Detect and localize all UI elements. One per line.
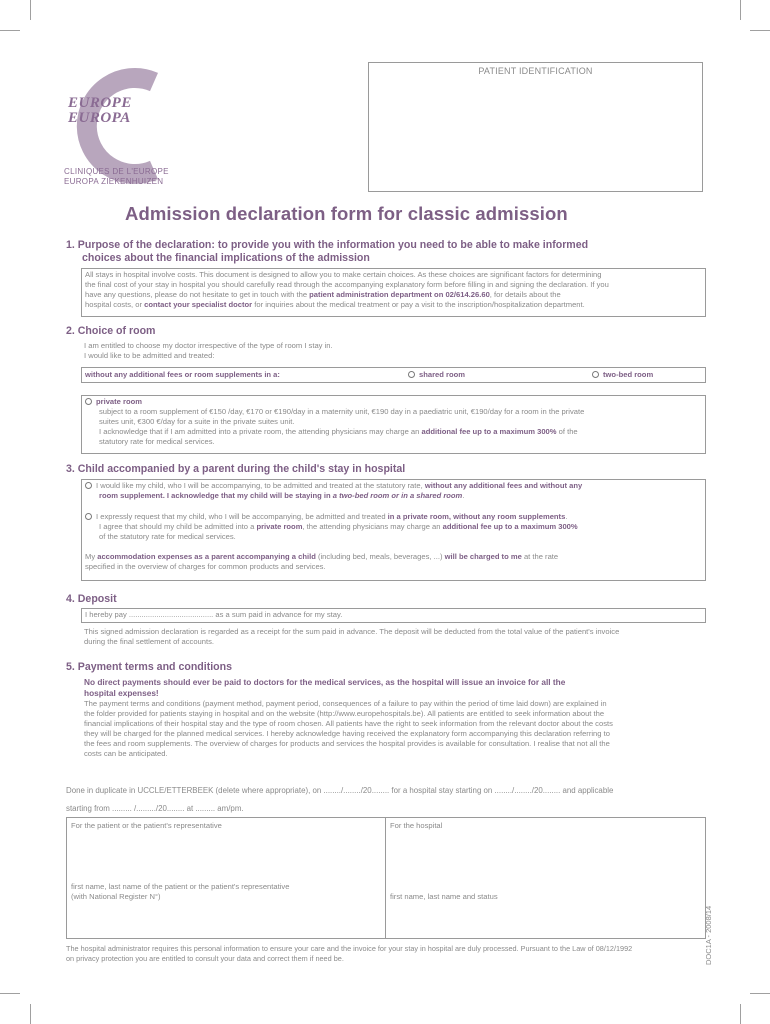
hospital-name-label: first name, last name and status xyxy=(390,891,498,901)
section-2-heading: 2. Choice of room xyxy=(66,325,156,337)
crop-mark xyxy=(750,30,770,31)
payment-terms-text: the folder provided for patients staying in hospital and on the website (http://www.europehospitals.be). All patients are entitled to seek information about the xyxy=(84,708,605,718)
payment-terms-text: the fees and room supplements. The overview of charges for products and services the hospital provides is available for consultation. I realise that not all the xyxy=(84,738,610,748)
section-1-text: All stays in hospital involve costs. This document is designed to allow you to make certain choices. As these choices are significant factors for determining xyxy=(85,270,602,279)
deposit-text-line1: This signed admission declaration is regarded as a receipt for the sum paid in advance. The deposit will be deducted from the total value of the patient's invoice xyxy=(84,627,620,636)
footer-line1: The hospital administrator requires this personal information to ensure your care and the invoice for your stay in hospital are duly processed. Pursuant to the Law of 08/12/1992 xyxy=(66,944,633,953)
crop-mark xyxy=(0,993,20,994)
payment-terms-text: financial implications of their hospital stay and the type of room chosen. All patients have the right to seek information from the relevant doctor about the costs xyxy=(84,718,613,728)
private-room-option[interactable] xyxy=(85,397,702,407)
section-4-heading: 4. Deposit xyxy=(66,593,117,605)
child-shared-radio[interactable] xyxy=(85,482,92,489)
section-5-heading: 5. Payment terms and conditions xyxy=(66,661,233,673)
child-private-text: I agree that should my child be admitted into a private room, the attending physicians may charge an additional fee up to a maximum 300% xyxy=(99,522,578,532)
payment-terms-text: The payment terms and conditions (payment method, payment period, consequences of a failure to pay within the period of time laid down) are explained in xyxy=(84,698,607,708)
child-accommodation-box xyxy=(81,479,706,581)
patient-name-label xyxy=(71,882,289,902)
private-room-label: private room xyxy=(96,397,142,406)
patient-identification-box[interactable] xyxy=(368,62,703,192)
shared-room-label: shared room xyxy=(419,370,465,379)
child-private-radio[interactable] xyxy=(85,513,92,520)
shared-room-radio[interactable] xyxy=(408,371,415,378)
child-shared-option[interactable]: I would like my child, who I will be accompanying, to be admitted and treated at the statutory rate, without any additional fees and without any xyxy=(85,481,702,491)
deposit-box[interactable] xyxy=(81,608,706,623)
room-choice-box xyxy=(81,367,706,383)
section-1-heading-line2: choices about the financial implications of the admission xyxy=(82,252,370,264)
done-in-duplicate xyxy=(66,782,706,818)
footer-line2: on privacy protection you are entitled to consult your data and correct them if need be. xyxy=(66,953,344,963)
logo-subtitle xyxy=(64,167,169,187)
accommodation-expenses-text: specified in the overview of charges for common products and services. xyxy=(85,562,326,572)
patient-name-label-line2: (with National Register N°) xyxy=(71,891,161,901)
two-bed-room-label: two-bed room xyxy=(603,370,654,379)
done-line1[interactable]: Done in duplicate in UCCLE/ETTERBEEK (delete where appropriate), on ......../......../20........ for a hospital stay starting on ......../......../20........ and applicable xyxy=(66,786,614,795)
section-1-text: hospital costs, or contact your specialist doctor for inquiries about the medical treatment or pay a visit to the inscription/hospitalization department. xyxy=(85,300,585,310)
signature-box xyxy=(66,817,706,939)
child-shared-text: room supplement. I acknowledge that my child will be staying in a two-bed room or in a shared room. xyxy=(99,491,465,501)
child-private-option[interactable]: I expressly request that my child, who I will be accompanying, be admitted and treated in a private room, without any room supplements. xyxy=(85,512,702,522)
crop-mark xyxy=(0,30,20,31)
private-room-text: I acknowledge that if I am admitted into a private room, the attending physicians may charge an additional fee up to a maximum 300% of the xyxy=(99,427,578,437)
section-2-intro-line2: I would like to be admitted and treated: xyxy=(84,351,215,361)
section-1-text: have any questions, please do not hesitate to get in touch with the patient administration department on 02/614.26.60, for details about the xyxy=(85,290,561,300)
page-title: Admission declaration form for classic admission xyxy=(125,203,568,224)
private-room-text: statutory rate for medical services. xyxy=(99,437,215,447)
section-3-heading: 3. Child accompanied by a parent during the child's stay in hospital xyxy=(66,463,406,475)
payment-warning: hospital expenses! xyxy=(84,687,159,698)
logo-brand xyxy=(68,96,132,126)
deposit-line: I hereby pay ........................................ as a sum paid in advance for my stay. xyxy=(85,610,343,619)
hospital-signature-label: For the hospital xyxy=(390,821,443,830)
patient-signature-label: For the patient or the patient's representative xyxy=(71,821,222,830)
hospital-signature-area[interactable] xyxy=(386,818,705,938)
section-1-info-box xyxy=(81,268,706,317)
crop-mark xyxy=(30,0,31,20)
document-code: DOC1A - 2008/14 xyxy=(704,905,713,965)
section-2-intro xyxy=(84,341,706,361)
crop-mark xyxy=(740,0,741,20)
crop-mark xyxy=(30,1004,31,1024)
patient-name-label-line1: first name, last name of the patient or the patient's representative xyxy=(71,881,290,891)
logo-brand-line1: EUROPE xyxy=(68,95,132,111)
done-line2[interactable]: starting from ......... /........./20........ at ......... am/pm. xyxy=(66,804,244,813)
two-bed-room-radio[interactable] xyxy=(592,371,599,378)
deposit-text xyxy=(84,627,706,647)
private-room-details xyxy=(85,407,702,447)
payment-terms xyxy=(84,677,706,759)
patient-signature-area[interactable] xyxy=(67,818,386,938)
logo-brand-line2: EUROPA xyxy=(68,110,131,126)
private-room-box xyxy=(81,395,706,454)
crop-mark xyxy=(750,993,770,994)
privacy-footer xyxy=(66,944,706,963)
deposit-text-line2: during the final settlement of accounts. xyxy=(84,637,215,647)
section-1-heading-line1: 1. Purpose of the declaration: to provide you with the information you need to be able to make informed xyxy=(66,239,589,251)
private-room-radio[interactable] xyxy=(85,398,92,405)
logo-subtitle-line2: EUROPA ZIEKENHUIZEN xyxy=(64,177,164,186)
logo-subtitle-line1: CLINIQUES DE L'EUROPE xyxy=(64,167,169,176)
child-private-text: of the statutory rate for medical services. xyxy=(99,532,236,542)
accommodation-expenses-text: My accommodation expenses as a parent accompanying a child (including bed, meals, beverages, ...) will be charged to me at the rate xyxy=(85,552,559,562)
no-fees-label: without any additional fees or room supplements in a: xyxy=(85,370,280,379)
payment-warning: No direct payments should ever be paid to doctors for the medical services, as the hospital will issue an invoice for all the xyxy=(84,677,566,687)
payment-terms-text: costs can be anticipated. xyxy=(84,748,168,758)
section-2-intro-line1: I am entitled to choose my doctor irrespective of the type of room I stay in. xyxy=(84,341,333,350)
private-room-text: suites unit, €300 €/day for a suite in the private suites unit. xyxy=(99,417,295,427)
section-1-text: the final cost of your stay in hospital you should carefully read through the accompanying explanatory form before filling in and signing the declaration. If you xyxy=(85,280,609,290)
patient-identification-title: PATIENT IDENTIFICATION xyxy=(478,66,593,76)
section-1-heading xyxy=(66,239,716,265)
private-room-text: subject to a room supplement of €150 /day, €170 or €190/day in a maternity unit, €190 day in a paediatric unit, €190/day for a room in the private xyxy=(99,407,585,417)
shared-room-option[interactable] xyxy=(408,370,465,380)
crop-mark xyxy=(740,1004,741,1024)
payment-terms-text: they will be charged for the planned medical services. I hereby acknowledge having received the explanatory form accompanying this declaration referring to xyxy=(84,728,610,738)
two-bed-room-option[interactable] xyxy=(592,370,653,380)
